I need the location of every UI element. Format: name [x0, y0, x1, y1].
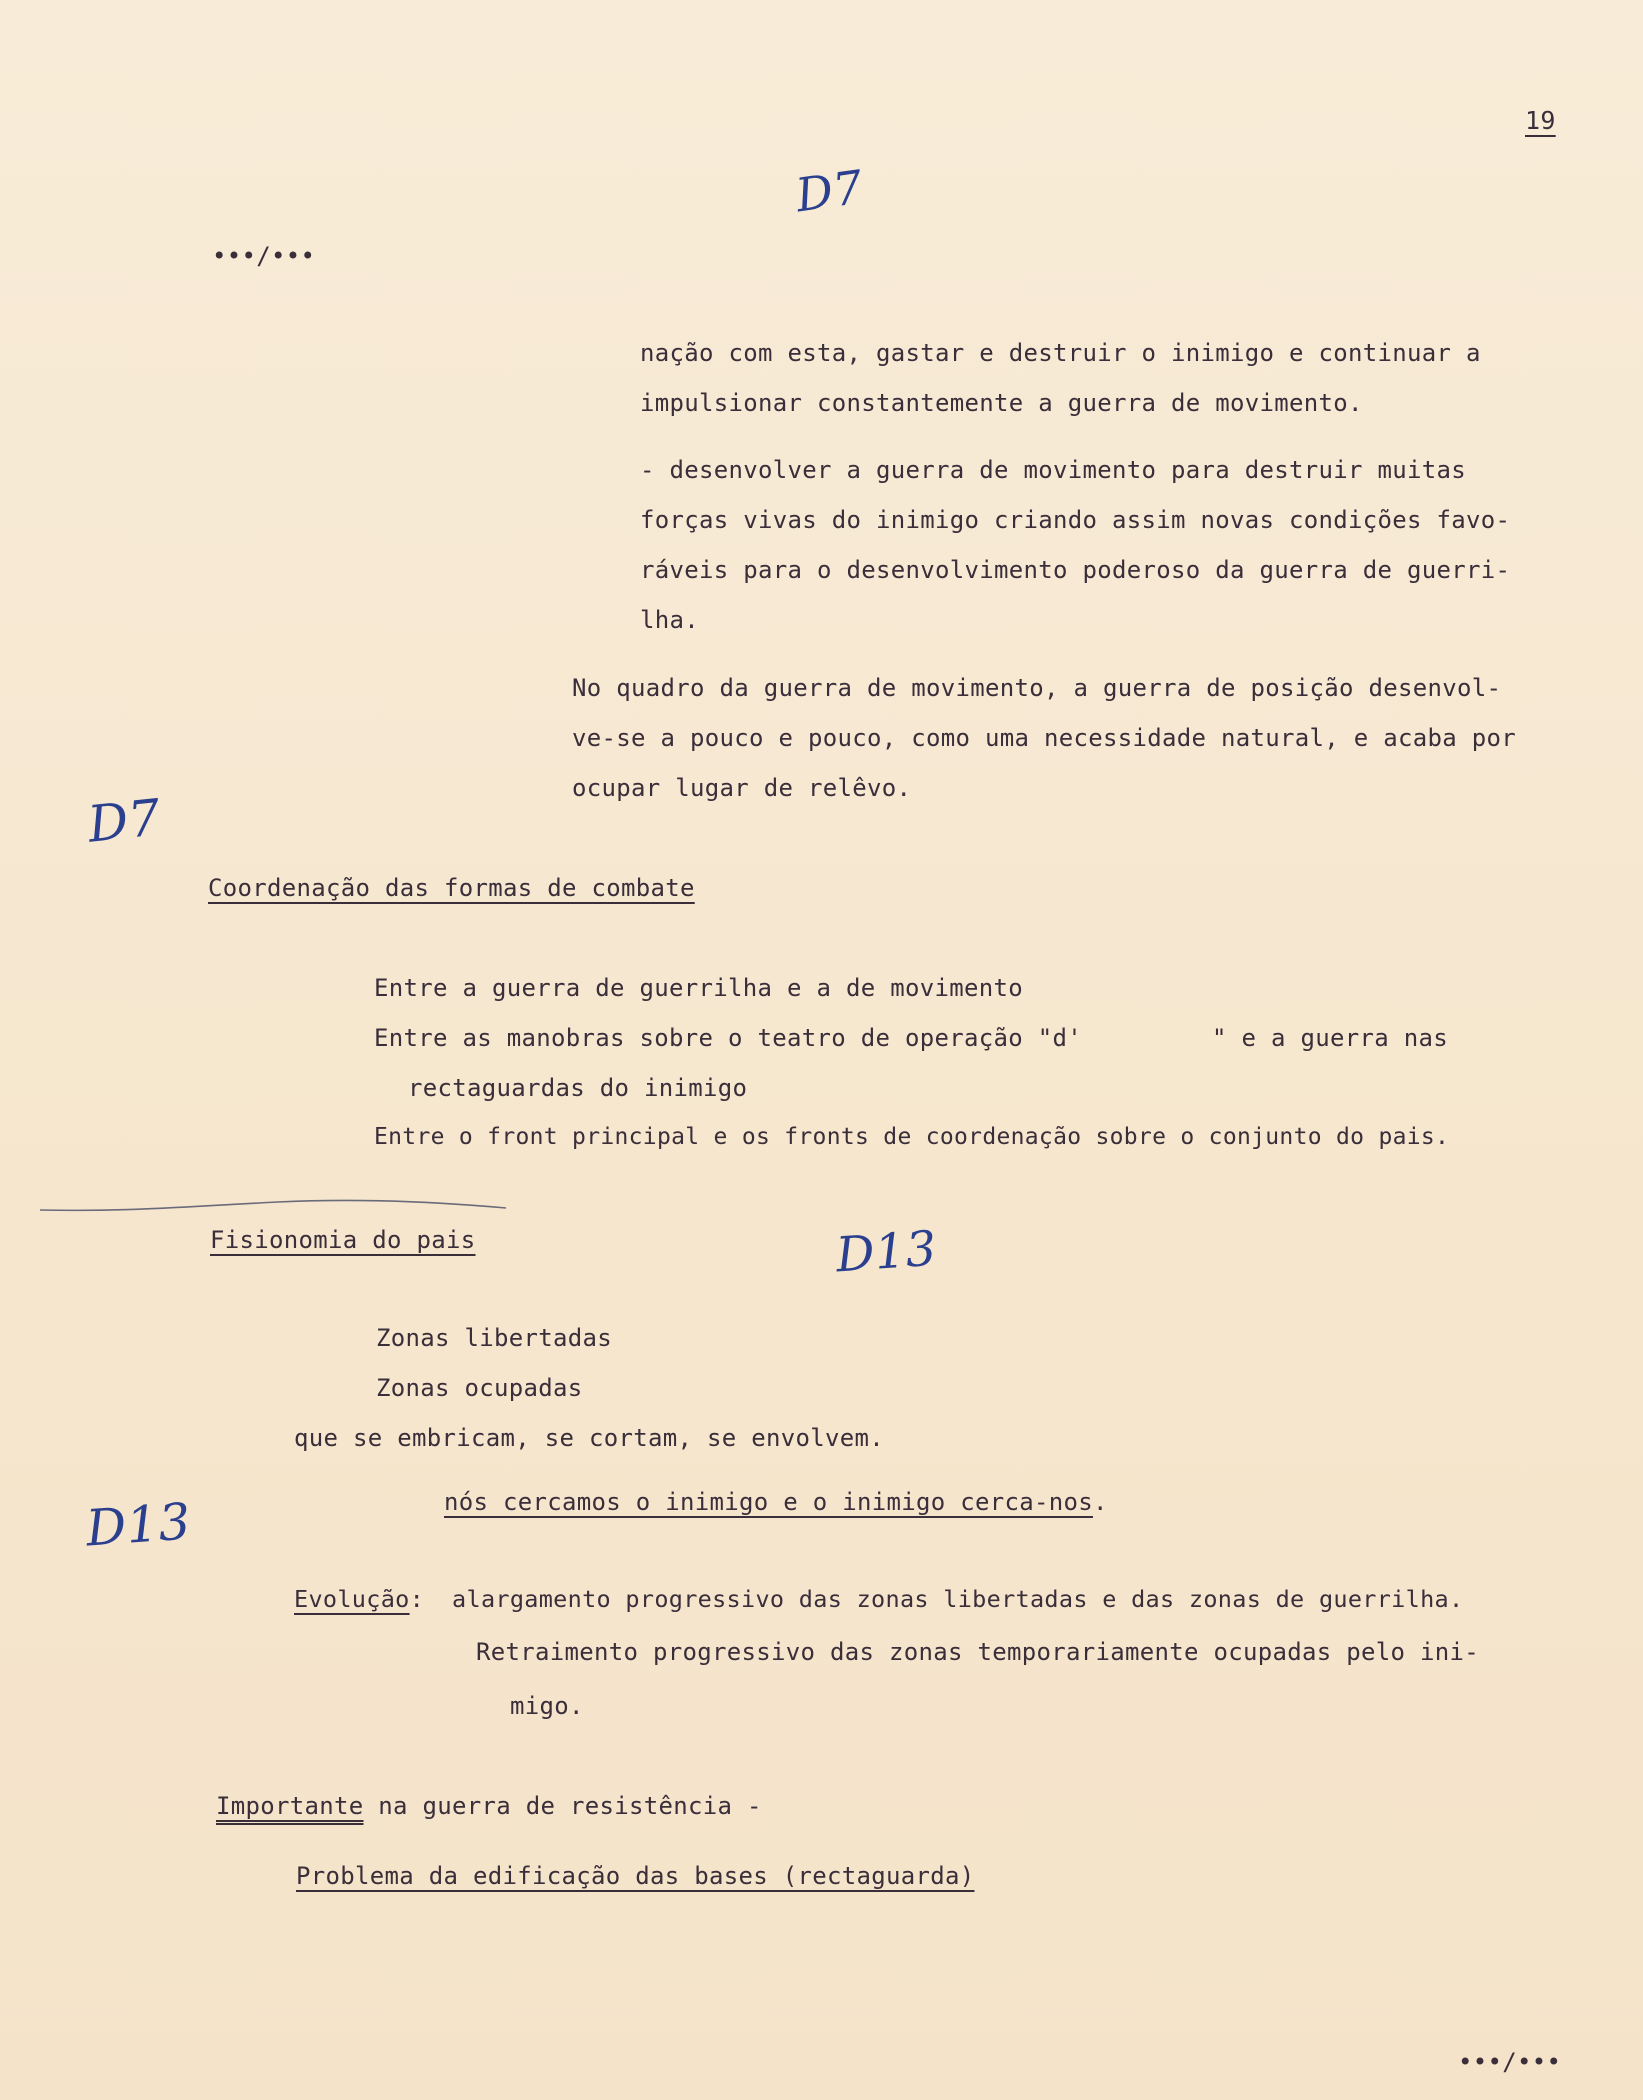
handwritten-annotation-mid: D13 [834, 1220, 939, 1284]
page-number: 19 [1525, 106, 1556, 135]
handwritten-annotation-left-2: D13 [84, 1492, 193, 1558]
evolution-line: migo. [510, 1692, 584, 1720]
paragraph-line: ve-se a pouco e pouco, como uma necessidade natural, e acaba por [572, 724, 1516, 752]
evolution-line [294, 1585, 1464, 1613]
zone-note: que se embricam, se cortam, se envolvem. [294, 1424, 884, 1452]
paragraph-line: lha. [640, 606, 699, 634]
section-heading-physiognomy: Fisionomia do pais [210, 1226, 476, 1254]
paragraph-line: nação com esta, gastar e destruir o inimigo e continuar a [640, 339, 1481, 367]
bases-subheading: Problema da edificação das bases (rectaguarda) [296, 1862, 975, 1890]
paragraph-line: forças vivas do inimigo criando assim novas condições favo- [640, 506, 1511, 534]
continuation-mark-bottom: •••/••• [1458, 2048, 1562, 2076]
paragraph-line: impulsionar constantemente a guerra de movimento. [640, 389, 1363, 417]
paragraph-line: - desenvolver a guerra de movimento para destruir muitas [640, 456, 1466, 484]
evolution-line: Retraimento progressivo das zonas temporariamente ocupadas pelo ini- [476, 1638, 1479, 1666]
list-line: Entre o front principal e os fronts de coordenação sobre o conjunto do pais. [374, 1124, 1450, 1150]
paragraph-line: ocupar lugar de relêvo. [572, 774, 912, 802]
list-line-part: Entre as manobras sobre o teatro de operação "d' [374, 1024, 1082, 1052]
handwritten-annotation-top: D7 [792, 159, 867, 223]
list-line: Entre a guerra de guerrilha e a de movimento [374, 974, 1023, 1002]
important-label: Importante [216, 1792, 364, 1820]
paragraph-line: No quadro da guerra de movimento, a guerra de posição desenvol- [572, 674, 1502, 702]
emphasis-period: . [1092, 1488, 1108, 1516]
emphasis-line [444, 1490, 1108, 1514]
important-text: na guerra de resistência - [363, 1792, 762, 1820]
evolution-label: Evolução [294, 1585, 410, 1613]
evolution-text: alargamento progressivo das zonas libertadas e das zonas de guerrilha. [452, 1585, 1464, 1613]
important-line [216, 1794, 762, 1818]
paragraph-line: ráveis para o desenvolvimento poderoso da guerra de guerri- [640, 556, 1511, 584]
emphasis-text: nós cercamos o inimigo e o inimigo cerca-nos [444, 1488, 1093, 1516]
pencil-stroke [38, 1196, 508, 1214]
list-line [374, 1026, 1448, 1050]
zone-line: Zonas libertadas [376, 1324, 612, 1352]
list-line-part: " e a guerra nas [1211, 1024, 1448, 1052]
section-heading-coordination: Coordenação das formas de combate [208, 874, 695, 902]
list-line: rectaguardas do inimigo [408, 1074, 748, 1102]
evolution-colon: : [409, 1585, 425, 1613]
continuation-mark-top: •••/••• [212, 242, 316, 270]
zone-line: Zonas ocupadas [376, 1374, 583, 1402]
handwritten-annotation-left-1: D7 [85, 788, 164, 854]
